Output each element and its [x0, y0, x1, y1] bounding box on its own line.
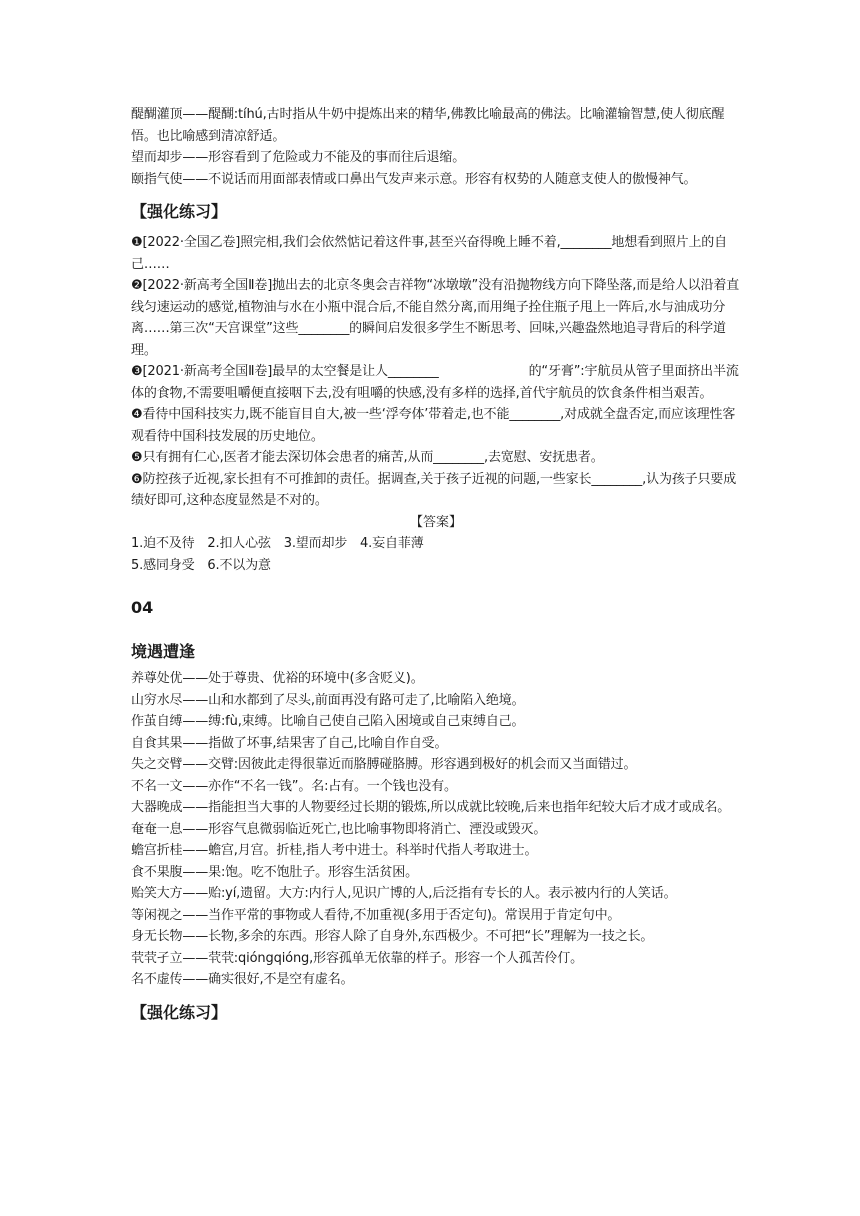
- definition-item: 茕茕孑立——茕茕:qióngqióng,形容孤单无依靠的样子。形容一个人孤苦伶仃。: [131, 950, 583, 966]
- definition-item: 醍醐灌顶——醍醐:tíhú,古时指从牛奶中提炼出来的精华,佛教比喻最高的佛法。比喻灌输智慧,使人彻底醒悟。也比喻感到清凉舒适。: [131, 107, 725, 144]
- definition-item: 名不虚传——确实很好,不是空有虚名。: [131, 972, 354, 987]
- definition-item: 不名一文——亦作“不名一钱”。名:占有。一个钱也没有。: [131, 778, 457, 794]
- exercise-item: ❹看待中国科技实力,既不能盲目自大,被一些‘浮夸体’带着走,也不能________,对成就全盘否定,而应该理性客观看待中国科技发展的历史地位。: [131, 407, 736, 444]
- definition-item: 等闲视之——当作平常的事物或人看待,不加重视(多用于否定句)。常误用于肯定句中。: [131, 907, 621, 923]
- exercise-item: ❺只有拥有仁心,医者才能去深切体会患者的痛苦,从而________,去宽慰、安抚患者。: [131, 450, 604, 465]
- answer-title: 【答案】: [409, 514, 462, 530]
- exercise-item: ❶[2022·全国乙卷]照完相,我们会依然惦记着这件事,甚至兴奋得晚上睡不着,________地想看到照片上的自己……: [131, 235, 728, 272]
- practice-heading: 【强化练习】: [131, 202, 228, 221]
- definition-item: 自食其果——指做了坏事,结果害了自己,比喻自作自受。: [131, 735, 448, 751]
- page-content: [131, 104, 741, 1033]
- definition-item: 食不果腹——果:饱。吃不饱肚子。形容生活贫困。: [131, 864, 418, 880]
- definition-item: 作茧自缚——缚:fù,束缚。比喻自己使自己陷入困境或自己束缚自己。: [131, 714, 525, 729]
- section-number: 04: [131, 598, 154, 617]
- definition-item: 颐指气使——不说话而用面部表情或口鼻出气发声来示意。形容有权势的人随意支使人的傲慢神气。: [131, 171, 697, 187]
- definition-item: 贻笑大方——贻:yí,遗留。大方:内行人,见识广博的人,后泛指有专长的人。表示被内行的人笑话。: [131, 886, 677, 901]
- section-title: 境遇遭逢: [131, 642, 196, 661]
- definition-item: 身无长物——长物,多余的东西。形容人除了自身外,东西极少。不可把“长”理解为一技之长。: [131, 929, 654, 944]
- answers-block: [131, 533, 741, 576]
- answers-line: 5.感同身受 6.不以为意: [131, 557, 271, 573]
- exercise-item: ❸[2021·新高考全国Ⅱ卷]最早的太空餐是让人________ 的“牙膏”:宇航员从管子里面挤出半流体的食物,不需要咀嚼便直接咽下去,没有咀嚼的快感,没有多样的选择,首代宇航员的饮食条件相当艰苦。: [131, 364, 739, 401]
- answers-line: 1.迫不及待 2.扣人心弦 3.望而却步 4.妄自菲薄: [131, 536, 424, 551]
- definition-item: 奄奄一息——形容气息微弱临近死亡,也比喻事物即将消亡、湮没或毁灭。: [131, 821, 547, 837]
- definition-item: 失之交臂——交臂:因彼此走得很靠近而胳膊碰胳膊。形容遇到极好的机会而又当面错过。: [131, 757, 637, 772]
- definition-item: 养尊处优——处于尊贵、优裕的环境中(多含贬义)。: [131, 671, 424, 686]
- exercise-item: ❻防控孩子近视,家长担有不可推卸的责任。据调查,关于孩子近视的问题,一些家长________,认为孩子只要成绩好即可,这种态度显然是不对的。: [131, 471, 737, 508]
- practice-heading: 【强化练习】: [131, 1002, 228, 1022]
- exercise-item: ❷[2022·新高考全国Ⅱ卷]抛出去的北京冬奥会吉祥物“冰墩墩”没有沿抛物线方向下降坠落,而是给人以沿着直线匀速运动的感觉,植物油与水在小瓶中混合后,不能自然分离,而用绳子拴住瓶子甩上一阵后,水与油成功分离……第三次“天宫课堂”这些________的瞬间启发很多学生不断思考、回味,兴趣盎然地追寻背后的科学道理。: [131, 278, 740, 358]
- definition-item: 山穷水尽——山和水都到了尽头,前面再没有路可走了,比喻陷入绝境。: [131, 692, 525, 708]
- definition-item: 望而却步——形容看到了危险或力不能及的事而往后退缩。: [131, 150, 466, 165]
- definition-item: 蟾宫折桂——蟾宫,月宫。折桂,指人考中进士。科举时代指人考取进士。: [131, 843, 538, 858]
- definition-item: 大器晚成——指能担当大事的人物要经过长期的锻炼,所以成就比较晚,后来也指年纪较大后才成才或成名。: [131, 800, 731, 815]
